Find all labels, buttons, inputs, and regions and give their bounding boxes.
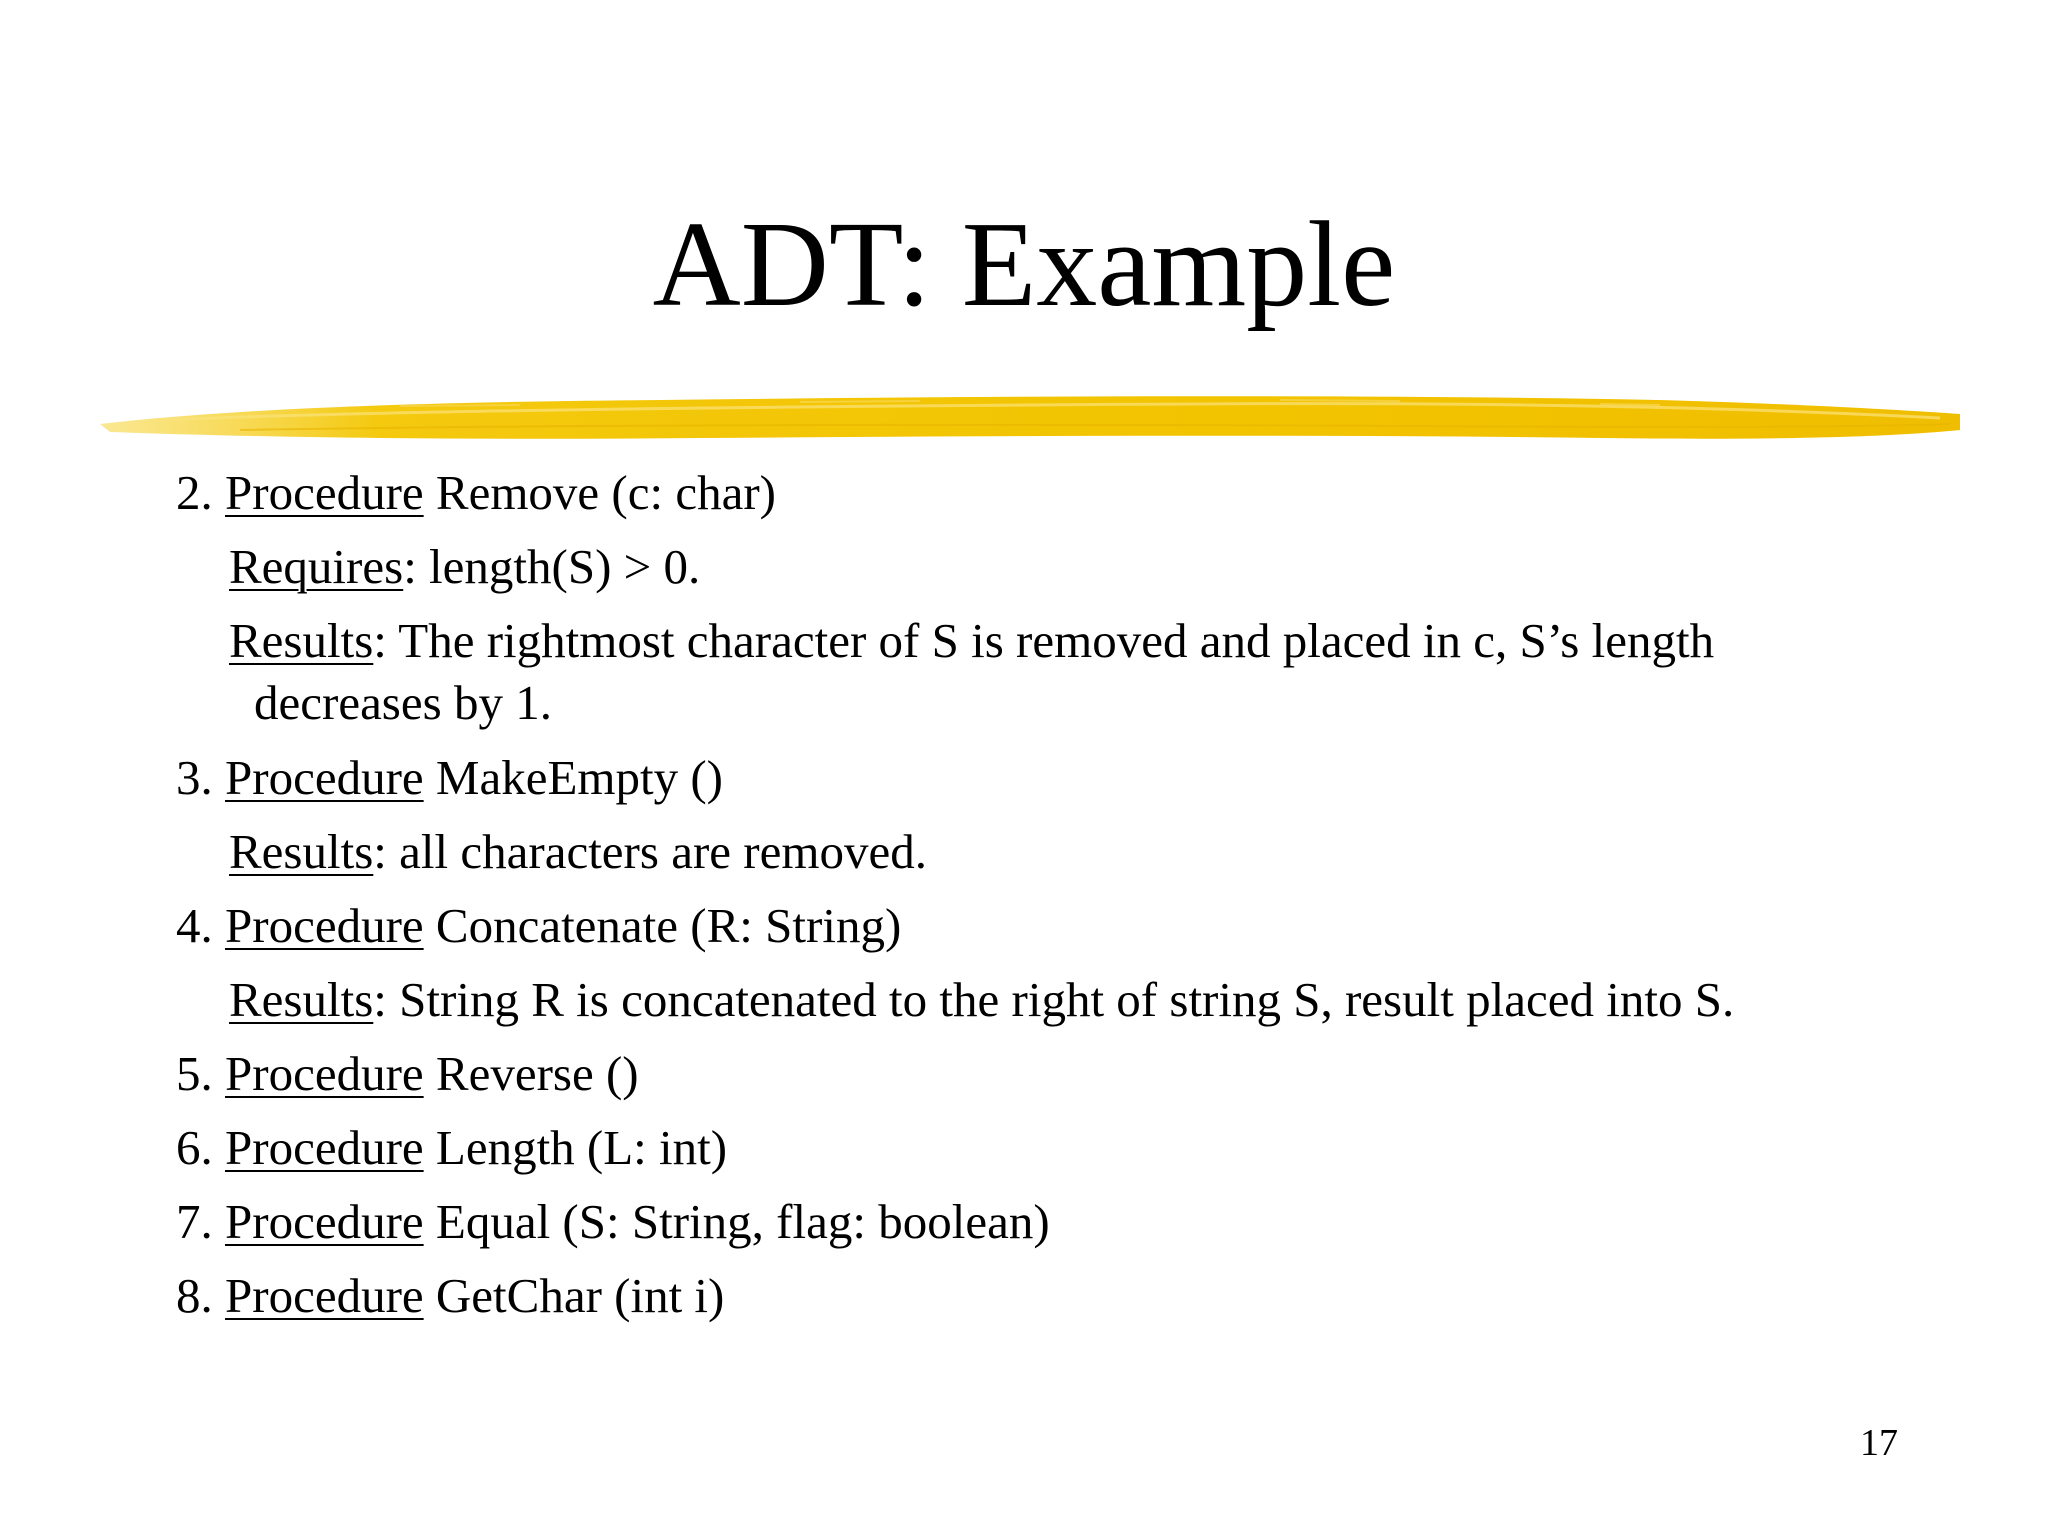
procedure-keyword: Procedure — [225, 898, 424, 953]
procedure-signature: Concatenate (R: String) — [423, 898, 902, 953]
procedure-signature: Remove (c: char) — [423, 465, 776, 520]
procedure-keyword: Procedure — [225, 1046, 424, 1101]
requires-line-remove — [229, 537, 700, 597]
procedure-signature: Reverse () — [423, 1046, 639, 1101]
results-label: Results — [229, 972, 374, 1027]
procedure-signature: Length (L: int) — [423, 1120, 728, 1175]
procedure-keyword: Procedure — [225, 1120, 424, 1175]
list-item-concatenate — [176, 896, 901, 956]
results-line-make-empty — [229, 822, 927, 882]
item-number: 4. — [176, 898, 213, 953]
procedure-keyword: Procedure — [225, 1194, 424, 1249]
results-line-concatenate — [229, 970, 1734, 1030]
list-item-get-char — [176, 1266, 724, 1326]
procedure-keyword: Procedure — [225, 465, 424, 520]
results-text-continued: decreases by 1. — [254, 675, 552, 730]
list-item-reverse — [176, 1044, 639, 1104]
title-underline-brush-stroke — [100, 380, 1960, 450]
item-number: 6. — [176, 1120, 213, 1175]
procedure-signature: Equal (S: String, flag: boolean) — [423, 1194, 1050, 1249]
page-number: 17 — [1860, 1422, 1898, 1464]
results-text: : all characters are removed. — [373, 824, 927, 879]
list-item-equal — [176, 1192, 1050, 1252]
procedure-signature: GetChar (int i) — [423, 1268, 725, 1323]
item-number: 3. — [176, 750, 213, 805]
results-label: Results — [229, 613, 374, 668]
slide-title: ADT: Example — [652, 197, 1396, 332]
results-line-remove — [229, 611, 1714, 671]
item-number: 5. — [176, 1046, 213, 1101]
procedure-keyword: Procedure — [225, 1268, 424, 1323]
results-text: : String R is concatenated to the right of string S, result placed into S. — [373, 972, 1735, 1027]
item-number: 7. — [176, 1194, 213, 1249]
list-item-length — [176, 1118, 727, 1178]
item-number: 8. — [176, 1268, 213, 1323]
list-item-make-empty — [176, 748, 723, 808]
results-line-remove-continued — [254, 673, 552, 733]
procedure-signature: MakeEmpty () — [423, 750, 723, 805]
results-text: : The rightmost character of S is removed and placed in c, S’s length — [373, 613, 1715, 668]
procedure-keyword: Procedure — [225, 750, 424, 805]
list-item-remove — [176, 463, 776, 523]
item-number: 2. — [176, 465, 213, 520]
requires-label: Requires — [229, 539, 404, 594]
requires-text: : length(S) > 0. — [403, 539, 701, 594]
results-label: Results — [229, 824, 374, 879]
